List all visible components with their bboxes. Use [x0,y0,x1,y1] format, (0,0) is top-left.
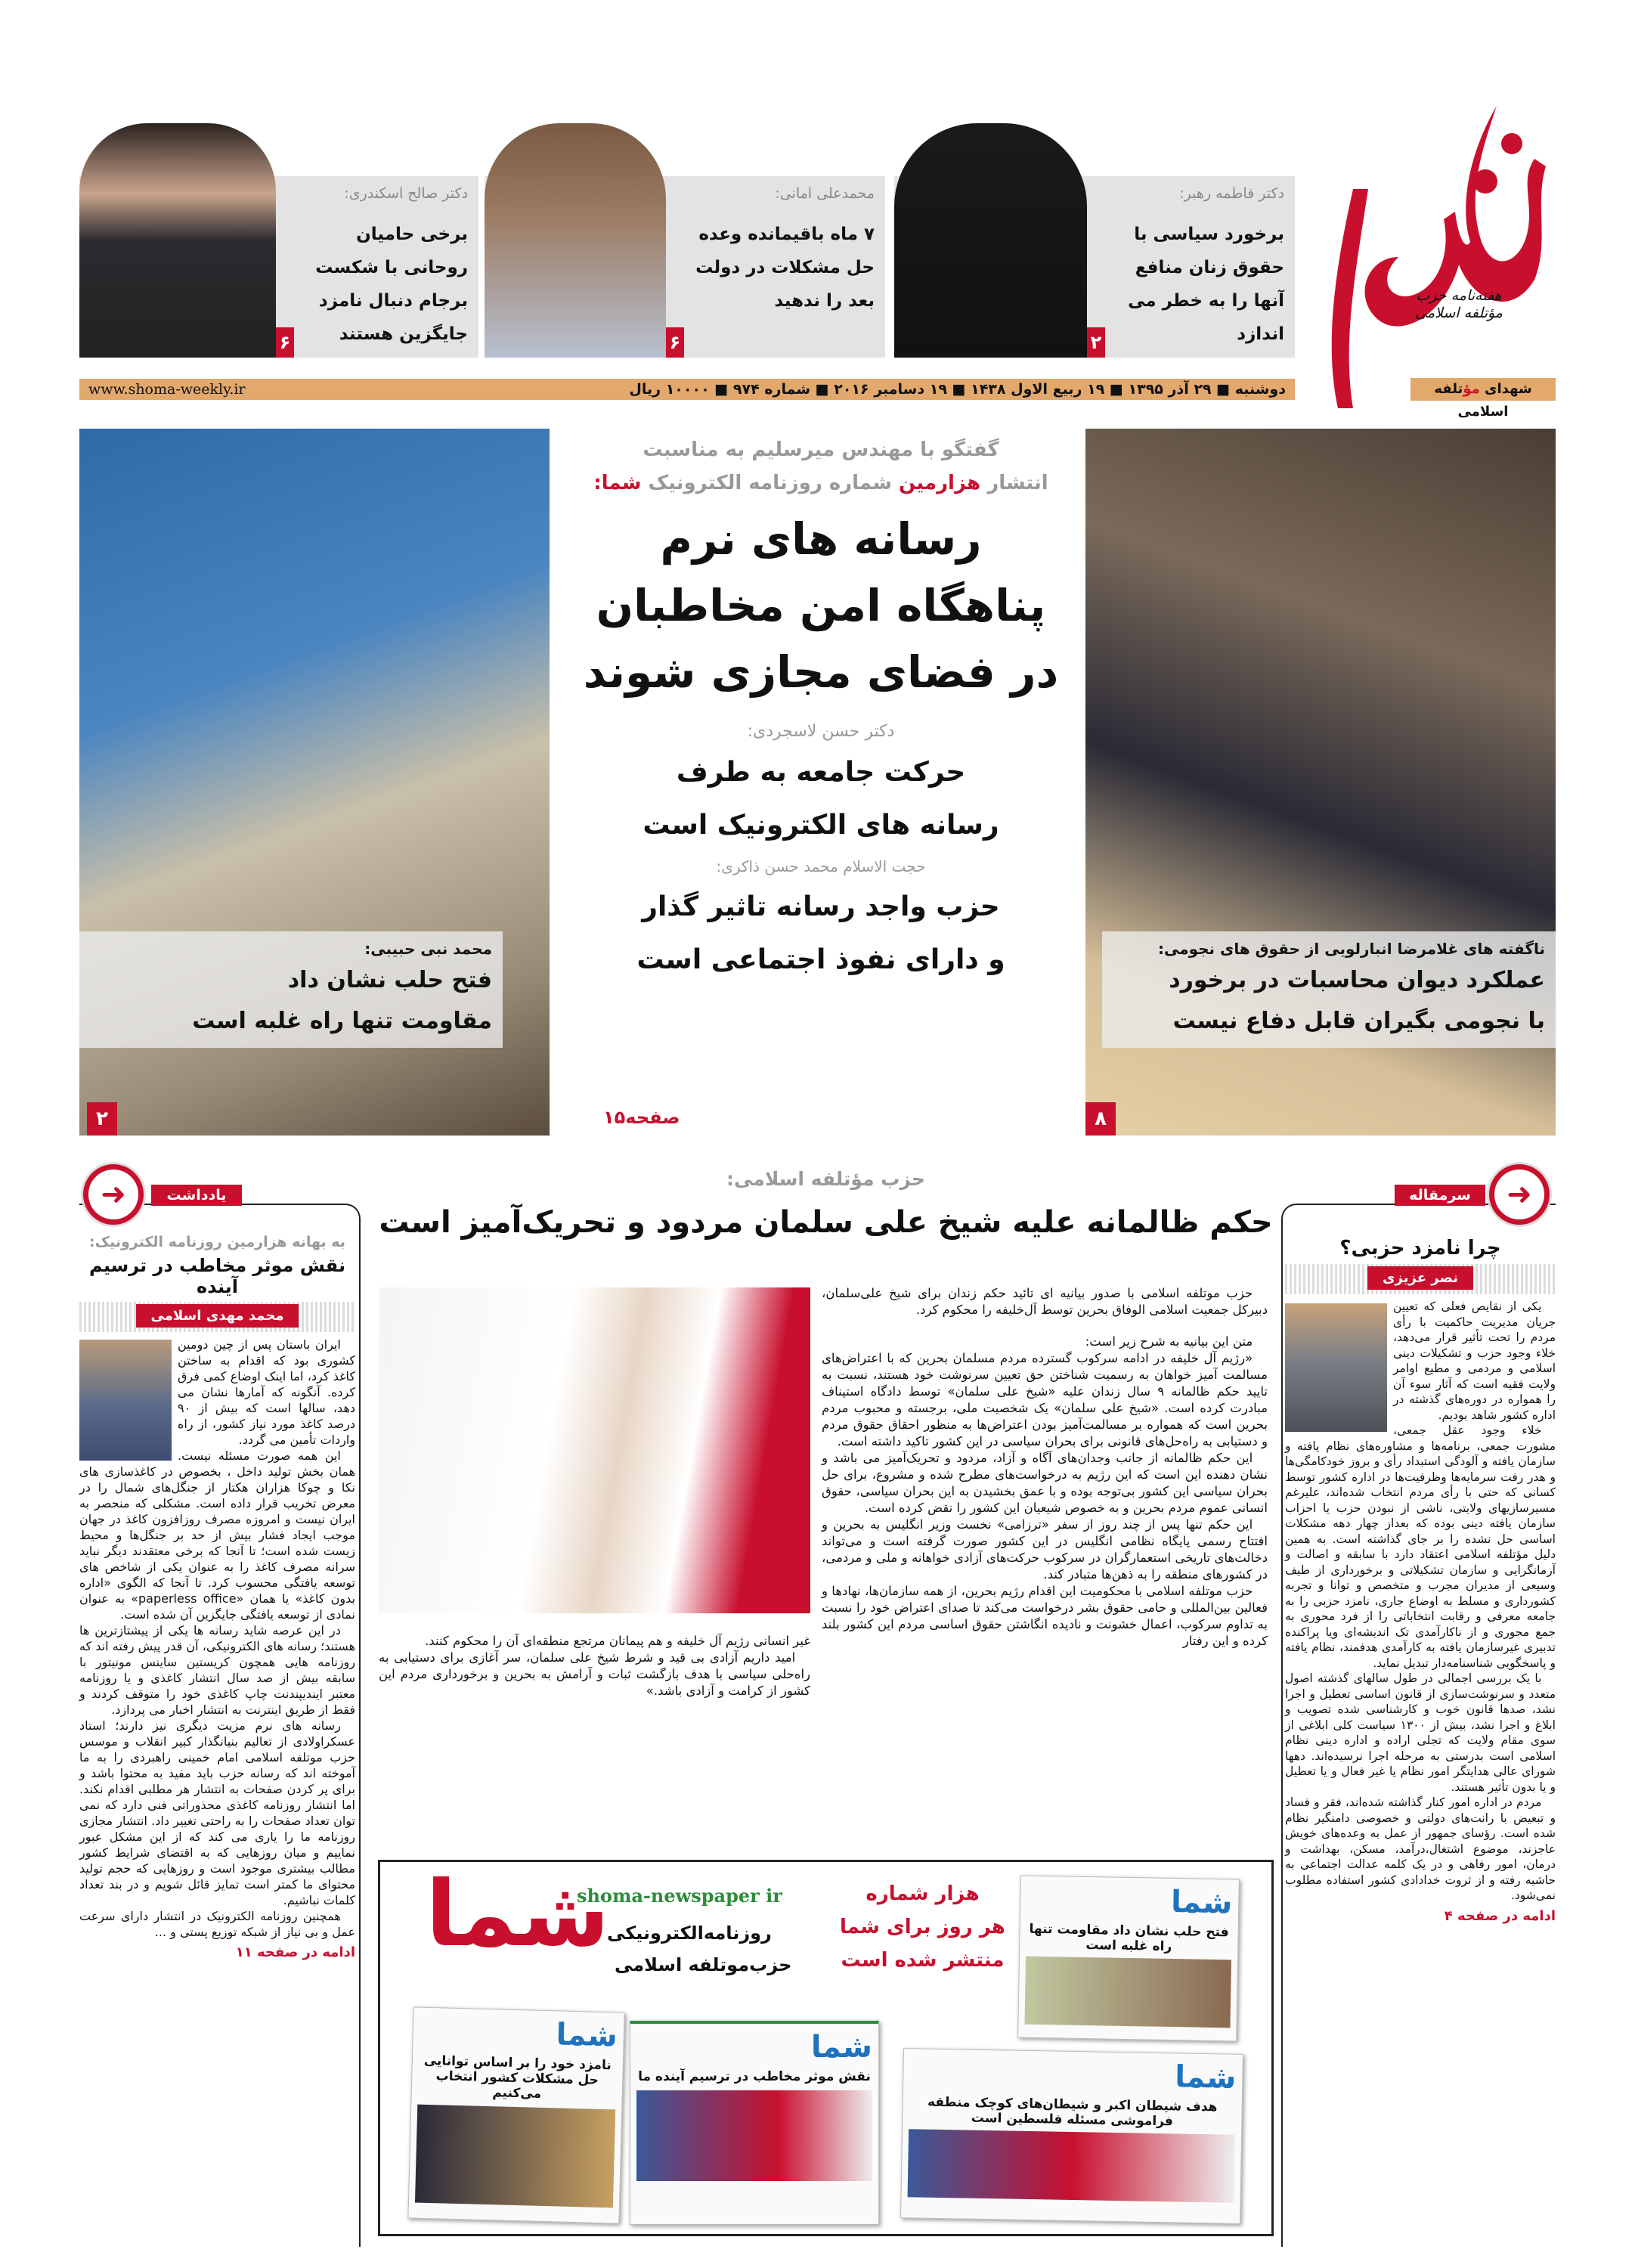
thumb-issue: شما فتح حلب نشان داد مقاومت تنها راه غلبه است [1017,1875,1240,2041]
arrow-left-icon: ➜ [83,1164,144,1225]
lead-kicker: انتشار هزارمین شماره روزنامه الکترونیک شما: [593,472,1048,494]
paragraph: حزب موتلفه اسلامی با صدور بیانیه ای تائید حکم زندان برای شیخ علی‌سلمان، دبیرکل جمعیت اسلامی الوفاق بحرین توسط آل‌خلیفه را محکوم کرد. [822,1286,1268,1317]
continued-link[interactable]: ادامه در صفحه ۴ [1444,1907,1556,1924]
editorial-column[interactable] [1285,1232,1556,1924]
article-kicker: حزب مؤتلفه اسلامی: [726,1168,925,1190]
paragraph: این حکم تنها پس از چند روز از سفر «ترزامی» نخست وزیر انگلیس به بحرین و افتتاح رسمی پایگاه نظامی انگلیس در این کشور صورت گرفته است و می‌تواند دخالت‌های تاریخی استعمارگران در سرکوب حرکت‌های آزادی خواهانه و ملی و مردمی، در کشورهای منطقه را به ذهن‌ها متبادر کند. [822,1517,1268,1582]
teaser-photo [485,123,666,358]
paragraph: همچنین روزنامه الکترونیک در انتشار دارای سرعت عمل و بی نیاز از شبکه توزیع پستی و ... [79,1909,355,1939]
note-kicker: به بهانه هزارمین روزنامه الکترونیک: [89,1234,345,1250]
caption-author: ناگفته های غلامرضا انبارلویی از حقوق های نجومی: [1157,940,1545,958]
website-link[interactable]: www.shoma-weekly.ir [88,381,246,398]
ad-line: روزنامه‌الکترونیکی [607,1923,772,1944]
photo-caption [1102,931,1556,1048]
page-number: ۲ [87,1102,117,1136]
thumb-issue: شما هدف شیطان اکبر و شیطان‌های کوچک منطقه فراموشی مسئله فلسطین است [900,2048,1243,2224]
caption-headline: مقاومت تنها راه غلبه است [192,1008,492,1034]
sub-author: حجت الاسلام محمد حسن ذاکری: [716,857,926,875]
article-headline: حکم ظالمانه علیه شیخ علی سلمان مردود و تحریک‌آمیز است [379,1205,1273,1240]
page-number: ۸ [1085,1102,1116,1136]
note-column[interactable] [79,1234,355,1960]
sub-author: دکتر حسن لاسجردی: [747,722,895,741]
paragraph: امید داریم آزادی بی قید و شرط شیخ علی سلمان، سر آغازی برای دستیابی به راه‌حلی سیاسی با هدف بازگشت ثبات و آرامش به بحرین و برخورداری مردم این کشور از کرامت و آزادی باشد.» [379,1650,810,1698]
author-photo [79,1340,172,1461]
paragraph: حزب موتلفه اسلامی با محکومیت این اقدام رژیم بحرین، از همه سازمان‌ها، نهادها و فعالین بین‌المللی و حامی حقوق بشر درخواست می‌کند تا صدای اعتراض خود را نسبت به تداوم سرکوب، اعمال خشونت و نادیده انگاشتن حقوق اساسی مردم این کشور بلند کرده و این رفتار [822,1584,1268,1648]
date-bar [79,379,1295,400]
paragraph: خلاء وجود عقل جمعی، مشورت جمعی، برنامه‌ها و مشاوره‌های نظام یافته و سازمان یافته و آلودگی استبداد رأی و بروز خودکامگی‌ها و هدر رفت سرمایه‌ها وظرفیت‌ها در اداره کشور توسط کسانی که حتی با رأی مردم انتخاب شده‌اند، علیرغم مسیرسازیهای ولایتی، ناشی از نبودن حزب یا احزاب سازمان یافته دینی بوده که بعداز چهار دهه مشکلات اساسی حل نشده را بر جای گذاشته است. به همین دلیل مؤتلفه اسلامی اعتقاد دارد با سابقه و اصالت و آرمانگرایی و سازمان تشکیلاتی و برخورداری از طیف وسیعی از مدیران مجرب و متخصص و توانا و تجربه کشورداری و مسلط به اوضاع جاری، نامزد حزبی را به جامعه معرفی و رقابت انتخاباتی را از فرد محوری به جمع محوری و از ناکارآمدی تک اندیشه‌ای ویا پراکنده تدبیری غیرسازمان یافته به کارآمدی هدفمند، نظام یافته و پاسخگویی شناسنامه‌دار تبدیل نماید. [1285,1424,1556,1670]
promo-advertisement[interactable] [378,1860,1274,2236]
left-photo-story[interactable] [79,429,550,1136]
teaser-1[interactable] [894,176,1295,358]
section-label-editorial: سرمقاله [1395,1185,1485,1206]
teaser-author: دکتر فاطمه رهبر: [1179,185,1284,202]
center-article-header[interactable] [378,1168,1274,1240]
paragraph: رسانه های نرم مزیت دیگری نیز دارند؛ استاد عسکراولادی از تعالیم بنیانگذار کبیر انقلاب و موسس حزب موتلفه اسلامی امام خمینی راهبردی را به ما آموخته اند که رسانه حزب باید مفید به محتوا باشد و برای پر کردن صفحات به انتشار هر مطلبی اقدام نکند. اما انتشار روزنامه کاغذی محذوراتی فنی دارد که نمی توان تعداد صفحات را به راحتی تغییر داد. انتشار مجازی روزنامه ما را یاری می کند که از این مشکل عبور نماییم و میان روزهایی که به اقتضای شرایط کشور مطالب بیشتری موجود است و روزهایی که حجم تولید محتوای ما کمتر است تمایز قائل شویم و در بند تعداد کلمات نباشیم. [79,1718,355,1907]
sub-headline: حزب واجد رسانه تاثیر گذار و دارای نفوذ اجتماعی است [636,891,1005,975]
thumb-issue: شما نقش موثر مخاطب در ترسیم آینده ما [630,2021,879,2225]
ad-line: حزب‌موتلفه اسلامی [615,1954,792,1975]
teaser-2[interactable] [485,176,885,358]
paragraph: «رژیم آل خلیفه در ادامه سرکوب گسترده مردم مسلمان بحرین که با اعتراض‌های مسالمت آمیز خواهان به رسمیت شناختن حق تعیین سرنوشت خود هستند، نسبت به تایید حکم ظالمانه ۹ سال زندان علیه «شیخ علی سلمان» توسط دادگاه استیناف مبادرت کرده است. «شیخ علی سلمان» یک شخصیت ملی، برجسته و محبوب مردم بحرین است که همواره بر مسالمت‌آمیز بودن اعتراض‌ها به منظور احقاق حقوق مردم و دستیابی به راه‌حل‌های قانونی برای بحران سیاسی در این کشور تاکید داشته است. [822,1351,1268,1448]
ad-slogan: هزار شماره هر روز برای شما منتشر شده است [840,1882,1005,1972]
teaser-headline: ۷ ماه باقیمانده وعده حل مشکلات در دولت بعد را ندهید [695,225,875,311]
paragraph: این حکم ظالمانه از جانب وجدان‌های آگاه و آزاد، مردود و تحریک‌آمیز می باشد و نشان دهنده این است که این رژیم به درخواست‌های مطرح شده و مشروع، برای حل بحران سیاسی این کشور بی‌توجه بوده و با عمق بخشیدن به این بحران سیاسی، حقوق انسانی عموم مردم بحرین و به خصوص شیعیان این کشور را نقض کرده است. [822,1451,1268,1515]
paragraph: یکی از نقایص فعلی که تعیین جریان مدیریت حاکمیت با رأی مردم را تحت تأثیر قرار می‌دهد، خلاء وجود حزب و تشکیلات دینی اسلامی و مردمی و مطیع اوامر ولایت فقیه است که آثار سوء آن را همواره در دوره‌های گذشته در اداره کشور شاهد بودیم. [1393,1300,1556,1422]
masthead-tag-bar: شهدای مؤتلفه اسلامی [1410,378,1556,401]
editorial-byline: نصر عزیزی [1285,1264,1556,1294]
paragraph: این همه صورت مسئله نیست. همان بخش تولید داخل ، بخصوص در کاغذسازی های نکا و چوکا هزاران هکتار از جنگل‌های شمال را در معرض تخریب قرار داده است. مشکلی که منحصر به ایران نیست و امروزه مصرف روزافزون کاغذ در جهان موجب ایجاد فشار بیش از حد بر جنگل‌ها و محیط زیست شده است؛ تا آنجا که برخی معتقدند دیگر نباید سرانه مصرف کاغذ را به عنوان یکی از شاخص های توسعه یافتگی محسوب کرد. تا آنجا که الگوی «اداره بدون کاغذ» یا همان «paperless office» به عنوان نمادی از توسعه یافتگی جایگزین آن شده است. [79,1448,355,1622]
teaser-headline: برخی حامیان روحانی با شکست برجام دنبال نامزد جایگزین هستند [315,225,468,344]
photo-caption [79,931,503,1048]
thumb-issue: شما نامزد خود را بر اساس توانایی حل مشکلات کشور انتخاب می‌کنیم [407,2006,624,2223]
lead-story[interactable] [558,429,1084,1136]
lead-headline: رسانه های نرم پناهگاه امن مخاطبان در فضای مجازی شوند [583,513,1059,698]
paragraph: ایران باستان پس از چین دومین کشوری بود که اقدام به ساختن کاغذ کرد، اما اینک اوضاع کمی فرق کرده. آنگونه که آمارها نشان می دهد، سالها است که بیش از ۹۰ درصد کاغذ مورد نیاز کشور، از راه واردات تأمین می گردد. [178,1337,355,1447]
note-title: نقش موثر مخاطب در ترسیم آینده [89,1255,345,1297]
paragraph: متن این بیانیه به شرح زیر است: [1085,1334,1253,1349]
teaser-3[interactable] [79,176,478,358]
caption-author: محمد نبی حبیبی: [364,940,492,958]
editorial-title: چرا نامزد حزبی؟ [1339,1237,1501,1259]
teaser-photo [894,123,1087,358]
ad-url[interactable]: shoma-newspaper ir [577,1885,782,1907]
paragraph: در این عرصه شاید رسانه ها یکی از پیشتازترین ها هستند؛ رسانه های الکترونیکی، آن قدر پیش رفته اند که روزنامه هایی همچون کریستین ساینس مونیتور با سابقه بیش از صد سال انتشار کاغذی و یا روزنامه معتبر ایندیپندنت چاپ کاغذی خود را متوقف کردند و فقط از طریق اینترنت به انتشار اخبار می پردازد. [79,1623,355,1717]
author-photo [1285,1303,1387,1432]
sub-headline: حرکت جامعه به طرف رسانه های الکترونیک است [643,757,999,841]
arrow-left-icon: ➜ [1489,1164,1550,1225]
article-photo [379,1287,810,1613]
section-label-note: یادداشت [151,1185,242,1206]
teaser-page-number: ۶ [666,327,684,358]
paragraph: غیر انسانی رژیم آل خلیفه و هم پیمانان مرتجع منطقه‌ای آن را محکوم کنند. [425,1634,810,1648]
teaser-page-number: ۲ [1087,327,1105,358]
paragraph: با یک بررسی اجمالی در طول سالهای گذشته اصول متعدد و سرنوشت‌سازی از قانون اساسی تعطیل و اجرا نشد، صدها قانون خوب و کارشناسی شده تصویب و ابلاغ و اجرا نشد، بیش از ۱۳۰۰ سیاست کلی ابلاغی از سوی مقام ولایت که تجلی اراده و اداره دینی نظام اسلامی است بدرستی به مرحله اجرا نرسیده‌اند. دهها شورای عالی هدایتگر امور نظام یا غیر فعال و یا تعطیل و یا بدون تأثیر هستند. [1285,1672,1556,1794]
teaser-page-number: ۶ [276,327,294,358]
caption-headline: عملکرد دیوان محاسبات در برخورد [1169,967,1545,993]
teaser-author: محمدعلی امانی: [775,185,875,202]
note-byline: محمد مهدی اسلامی [79,1302,355,1332]
right-photo-story[interactable] [1085,429,1556,1136]
lead-kicker: گفتگو با مهندس میرسلیم به مناسبت [643,438,999,461]
teaser-author: دکتر صالح اسکندری: [344,185,468,202]
page-reference[interactable]: صفحه۱۵ [603,1107,680,1128]
shoma-logo [1308,91,1557,408]
teaser-headline: برخورد سیاسی با حقوق زنان منافع آنها را به خطر می اندازد [1128,225,1284,344]
continued-link[interactable]: ادامه در صفحه ۱۱ [235,1944,355,1960]
masthead-subtitle: هفته‌نامه حزب مؤتلفه اسلامی [1415,287,1503,321]
caption-headline: فتح حلب نشان داد [287,967,492,993]
article-body-left [379,1633,810,1699]
paragraph: مردم در اداره امور کنار گذاشته شده‌اند، فقر و فساد و تبعیض با رانت‌های دولتی و خصوصی دامنگیر نظام شده است. رؤسای جمهور از عمل به وعده‌های خویش عاجزند، موضوع اشتغال،درآمد، مسکن، بهداشت و درمان، امور رفاهی و در یک کلمه عدالت اجتماعی به حاشیه رفته و از ثروت خدادادی کشور استفاده مطلوب نمی‌شود. [1285,1796,1556,1902]
teaser-photo [79,123,276,358]
caption-headline: با نجومی بگیران قابل دفاع نیست [1172,1008,1545,1034]
article-body-right [822,1285,1268,1650]
ad-logo: شما [426,1862,610,1967]
issue-date-info: دوشنبه ■ ۲۹ آذر ۱۳۹۵ ■ ۱۹ ربیع الاول ۱۴۳۸ ■ ۱۹ دسامبر ۲۰۱۶ ■ شماره ۹۷۴ ■ ۱۰۰۰۰ ریال [629,381,1286,398]
